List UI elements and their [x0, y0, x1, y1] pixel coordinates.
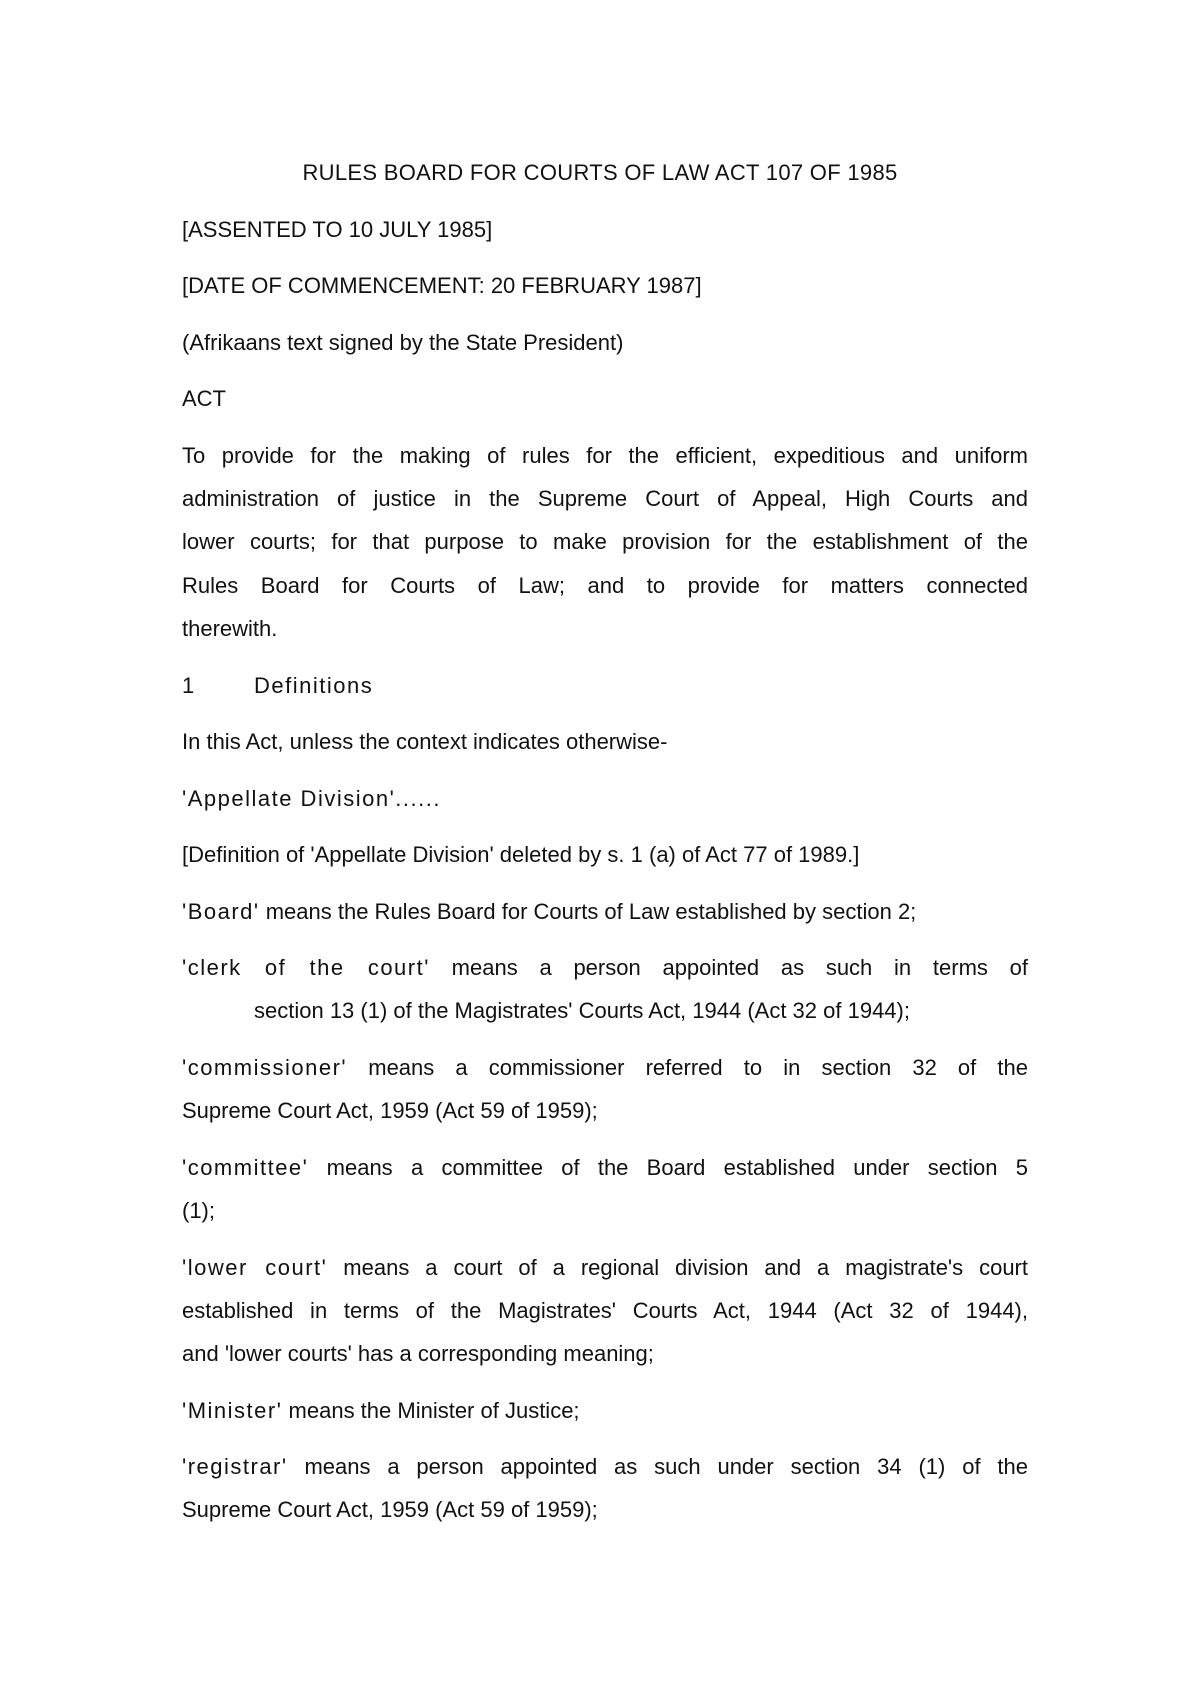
term-registrar: 'registrar': [182, 1454, 288, 1479]
assented-date: [ASSENTED TO 10 JULY 1985]: [182, 217, 493, 242]
term-minister: 'Minister': [182, 1398, 283, 1423]
clerk-continuation: section 13 (1) of the Magistrates' Courts Act, 1944 (Act 32 of 1944);: [254, 998, 910, 1023]
commissioner-continuation: Supreme Court Act, 1959 (Act 59 of 1959);: [182, 1098, 598, 1123]
term-commissioner: 'commissioner': [182, 1055, 348, 1080]
term-lower-court: 'lower court': [182, 1255, 328, 1280]
minister-text: means the Minister of Justice;: [282, 1398, 580, 1423]
lower-court-continuation: established in terms of the Magistrates' Courts Act, 1944 (Act 32 of 1944),: [182, 1298, 1028, 1323]
preamble-line: administration of justice in the Supreme Court of Appeal, High Courts and: [182, 486, 1028, 511]
committee-continuation: (1);: [182, 1198, 215, 1223]
term-board: 'Board': [182, 899, 260, 924]
board-text: means the Rules Board for Courts of Law established by section 2;: [259, 899, 917, 924]
section-number: 1: [182, 673, 195, 698]
section-heading: [0, 671, 1200, 701]
preamble-line: therewith.: [182, 616, 278, 641]
committee-text: means a committee of the Board established under section 5: [308, 1155, 1028, 1180]
preamble-line: lower courts; for that purpose to make provision for the establishment of the: [182, 529, 1028, 554]
term-committee: 'committee': [182, 1155, 309, 1180]
commencement-date: [DATE OF COMMENCEMENT: 20 FEBRUARY 1987]: [182, 273, 702, 298]
preamble-line: Rules Board for Courts of Law; and to provide for matters connected: [182, 573, 1028, 598]
section-title: Definitions: [254, 673, 374, 698]
definition-minister: [182, 1396, 580, 1426]
act-label: ACT: [182, 386, 226, 411]
lower-court-text: means a court of a regional division and a magistrate's court: [327, 1255, 1028, 1280]
definition-clerk: [182, 953, 1028, 983]
definition-committee: [182, 1153, 1028, 1183]
clerk-text: means a person appointed as such in terms of: [429, 955, 1029, 980]
definition-appellate-division: 'Appellate Division'......: [182, 786, 441, 811]
document-title: RULES BOARD FOR COURTS OF LAW ACT 107 OF 1985: [302, 160, 898, 185]
definition-board: [182, 897, 916, 927]
commissioner-text: means a commissioner referred to in section 32 of the: [347, 1055, 1028, 1080]
definitions-intro: In this Act, unless the context indicates otherwise-: [182, 729, 668, 754]
appellate-deletion-note: [Definition of 'Appellate Division' deleted by s. 1 (a) of Act 77 of 1989.]: [182, 842, 860, 867]
definition-lower-court: [182, 1253, 1028, 1283]
afrikaans-note: (Afrikaans text signed by the State President): [182, 330, 624, 355]
registrar-continuation: Supreme Court Act, 1959 (Act 59 of 1959);: [182, 1497, 598, 1522]
term-clerk-of-the-court: 'clerk of the court': [182, 955, 430, 980]
registrar-text: means a person appointed as such under section 34 (1) of the: [287, 1454, 1028, 1479]
lower-court-continuation: and 'lower courts' has a corresponding meaning;: [182, 1341, 654, 1366]
definition-registrar: [182, 1452, 1028, 1482]
preamble-line: To provide for the making of rules for the efficient, expeditious and uniform: [182, 443, 1028, 468]
definition-commissioner: [182, 1053, 1028, 1083]
